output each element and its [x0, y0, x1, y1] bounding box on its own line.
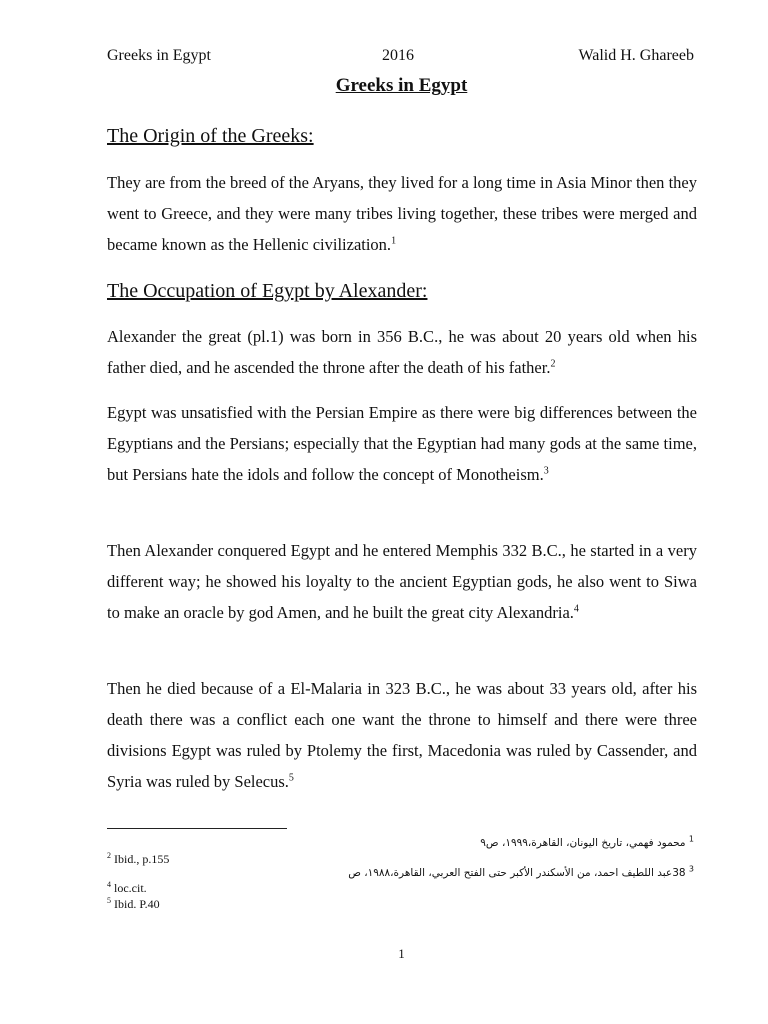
- page-number: 1: [398, 946, 405, 961]
- paragraph-conquest: [107, 535, 697, 628]
- footnote-text: 38عبد اللطيف احمد، من الأسكندر الأكبر حتى الفتح العربي، القاهرة،١٩٨٨، ص: [348, 867, 686, 879]
- footnote-ref[interactable]: 3: [543, 465, 549, 477]
- footnote-ref[interactable]: 5: [288, 772, 294, 784]
- footnote-number: 1: [688, 834, 694, 844]
- paragraph-text: Egypt was unsatisfied with the Persian Empire as there were big differences between the Egyptians and the Persians; especially that the Egyptian had many gods at the same time, but Persians hate the idols and follow the concept of Monotheism.: [107, 403, 697, 484]
- paragraph-persian-empire: [107, 397, 697, 490]
- footnote-number: 3: [688, 864, 694, 874]
- paragraph-birth: [107, 321, 697, 383]
- footnote-text: محمود فهمي، تاريخ اليونان، القاهرة،١٩٩٩، ص٩: [480, 837, 686, 849]
- header-author: Walid H. Ghareeb: [578, 47, 694, 64]
- footnote-3-arabic: [348, 866, 694, 880]
- footnote-number: 4: [107, 880, 111, 889]
- footnote-text: Ibid., p.155: [114, 852, 170, 866]
- footnote-4: [107, 881, 147, 895]
- paragraph-origin: [107, 167, 697, 260]
- footnote-number: 5: [107, 896, 111, 905]
- header-left: Greeks in Egypt: [107, 47, 211, 64]
- footnote-ref[interactable]: 2: [550, 358, 556, 370]
- paragraph-text: They are from the breed of the Aryans, they lived for a long time in Asia Minor then they went to Greece, and they were many tribes living together, these tribes were merged and became known as the Hellenic civilization.: [107, 173, 697, 254]
- footnote-1-arabic: [480, 836, 694, 850]
- header-year: 2016: [382, 47, 414, 64]
- footnote-5: [107, 897, 160, 911]
- paragraph-text: Alexander the great (pl.1) was born in 356 B.C., he was about 20 years old when his father died, and he ascended the throne after the death of his father.: [107, 327, 697, 377]
- paragraph-text: Then Alexander conquered Egypt and he entered Memphis 332 B.C., he started in a very different way; he showed his loyalty to the ancient Egyptian gods, he also went to Siwa to make an oracle by god Amen, and he built the great city Alexandria.: [107, 541, 697, 622]
- section-heading-origin: The Origin of the Greeks:: [107, 125, 314, 147]
- footnote-separator: [107, 828, 287, 829]
- footnote-text: Ibid. P.40: [114, 897, 160, 911]
- footnote-ref[interactable]: 4: [573, 603, 579, 615]
- footnote-text: loc.cit.: [114, 881, 147, 895]
- paragraph-text: Then he died because of a El-Malaria in 323 B.C., he was about 33 years old, after his death there was a conflict each one want the throne to himself and there were three divisions Egypt was ruled by Ptolemy the first, Macedonia was ruled by Cassender, and Syria was ruled by Selecus.: [107, 679, 697, 791]
- footnote-2: [107, 852, 169, 866]
- footnote-number: 2: [107, 851, 111, 860]
- section-heading-occupation: The Occupation of Egypt by Alexander:: [107, 280, 428, 302]
- footnote-ref[interactable]: 1: [391, 235, 397, 247]
- document-title: Greeks in Egypt: [335, 75, 468, 96]
- paragraph-death: [107, 673, 697, 797]
